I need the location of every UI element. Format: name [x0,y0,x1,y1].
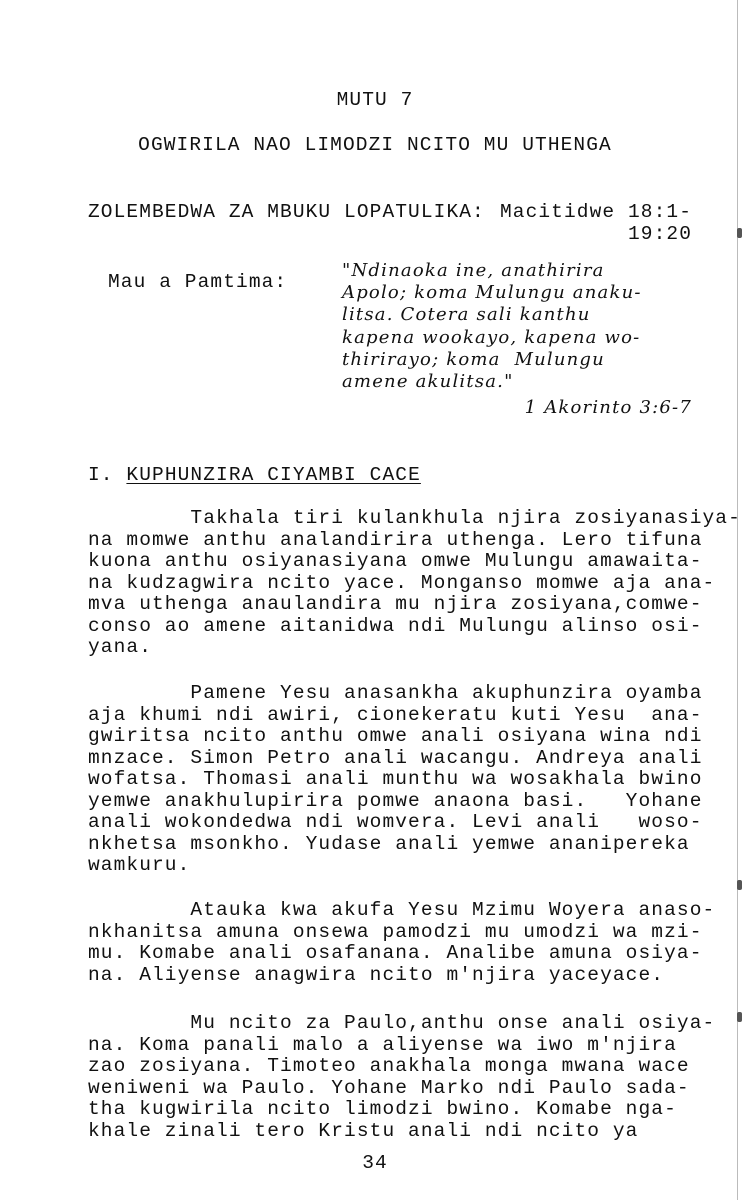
text-line: Takhala tiri kulankhula njira zosiyanasiya- [88,507,741,529]
scripture-ref-1: Macitidwe 18:1- [499,201,692,223]
memory-line: "Ndinaoka ine, anathirira [342,260,605,281]
section-number: I. [88,464,114,486]
memory-verse [342,260,642,393]
text-line: kuona anthu osiyanasiyana omwe Mulungu amawaita- [88,550,703,572]
text-line: mva uthenga anaulandira mu njira zosiyana,comwe- [88,593,703,615]
text-line: aja khumi ndi awiri, cionekeratu kuti Yesu ana- [88,703,703,726]
chapter-title: MUTU 7 [336,89,414,111]
text-line: na. Koma panali malo a aliyense wa iwo m'njira [88,1033,677,1056]
text-line: anali wokondedwa ndi womvera. Levi anali woso- [88,811,703,833]
text-line: nkhanitsa amuna onsewa pamodzi mu umodzi wa mzi- [88,920,703,943]
scan-mark [737,228,742,238]
memory-line: Apolo; koma Mulungu anaku- [342,282,642,304]
text-line: yana. [88,636,153,658]
text-line: conso ao amene aitanidwa ndi Mulungu alinso osi- [88,614,703,637]
chapter-subtitle: OGWIRILA NAO LIMODZI NCITO MU UTHENGA [138,134,612,156]
section-title: KUPHUNZIRA CIYAMBI CACE [126,464,421,486]
memory-line: litsa. Cotera sali kanthu [342,304,591,326]
text-line: Pamene Yesu anasankha akuphunzira oyamba [88,682,703,704]
scan-mark [737,880,742,890]
section-heading [88,464,421,486]
page-number: 34 [362,1152,388,1174]
text-line: zao zosiyana. Timoteo anakhala monga mwana wace [88,1055,690,1077]
text-line: mnzace. Simon Petro anali wacangu. Andreya anali [88,746,703,769]
text-line: Mu ncito za Paulo,anthu onse anali osiya- [88,1012,716,1034]
scripture-label: ZOLEMBEDWA ZA MBUKU LOPATULIKA: [88,201,485,223]
memory-line: thirirayo; koma Mulungu [342,348,605,370]
text-line: Atauka kwa akufa Yesu Mzimu Woyera anaso- [88,899,716,921]
scan-mark [737,1012,742,1022]
paragraph-2 [88,683,703,877]
text-line: na. Aliyense anagwira ncito m'njira yaceyace. [88,963,665,986]
memory-reference: 1 Akorinto 3:6-7 [524,397,692,418]
text-line: nkhetsa msonkho. Yudase anali yemwe ananipereka [88,832,690,855]
text-line: mu. Komabe anali osafanana. Analibe amuna osiya- [88,942,703,964]
paragraph-1 [88,508,741,659]
text-line: khale zinali tero Kristu anali ndi ncito ya [88,1119,639,1142]
memory-line: kapena wookayo, kapena wo- [342,326,641,348]
text-line: gwiritsa ncito anthu omwe anali osiyana wina ndi [88,725,703,747]
text-line: wofatsa. Thomasi anali munthu wa wosakhala bwino [88,768,703,790]
memory-line: amene akulitsa." [342,371,514,393]
text-line: yemwe anakhulupirira pomwe anaona basi. Yohane [88,789,703,812]
text-line: na kudzagwira ncito yace. Monganso momwe aja ana- [88,571,716,594]
text-line: tha kugwirila ncito limodzi bwino. Komabe nga- [88,1098,677,1120]
text-line: weniweni wa Paulo. Yohane Marko ndi Paulo sada- [88,1076,690,1099]
paragraph-4 [88,1013,715,1142]
scripture-ref-2: 19:20 [627,223,692,245]
text-line: wamkuru. [88,854,191,876]
text-line: na momwe anthu analandirira uthenga. Lero tifuna [88,528,703,551]
memory-verse-label: Mau a Pamtima: [108,271,288,293]
paragraph-3 [88,900,715,986]
